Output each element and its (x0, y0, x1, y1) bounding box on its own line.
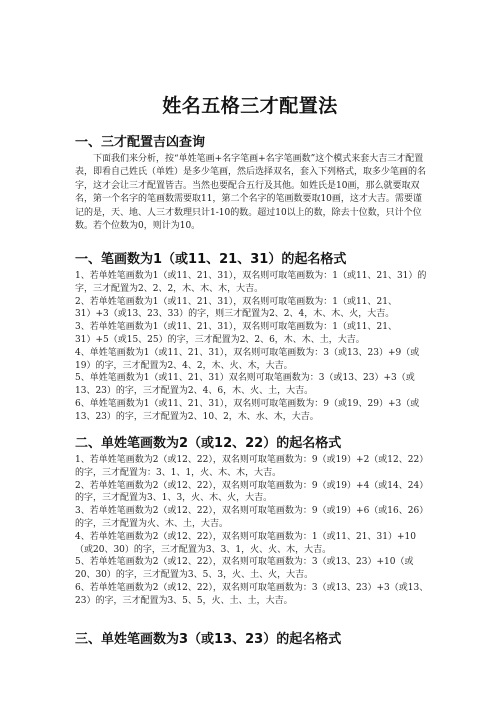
list-item: 2、若单姓笔画数为1（或11、21、31），双名则可取笔画数为：1（或11、21、31）+3（或13、23、33）的字，则三才配置为2、2、4，木、木、火，大吉。 (75, 296, 397, 320)
list-item: 5、单姓笔画数为1（或11、21、31）双名则可取笔画数为：3（或13、23）+3（或13、23）的字，三才配置为2、4、6，木、火、土，大吉。 (75, 373, 415, 397)
list-item: 1、若单姓笔画数为2（或12、22），双名则可取笔画数为：9（或19）+2（或12、22）的字，三才配置为：3、1、1，火、木、木，大吉。 (75, 455, 429, 478)
list-item: 4、单姓笔画数为1（或11、21、31），双名则可取笔画数为：3（或13、23）+9（或19）的字，三才配置为2、4、2，木、火、木，大吉。 (75, 347, 420, 371)
section-heading-stroke-1: 一、笔画数为1（或11、21、31）的起名格式 (75, 252, 347, 267)
stroke-1-list (75, 270, 430, 424)
list-item: 6、若单姓笔画数为2（或12、22），双名则可取笔画数为：3（或13、23）+3（或13、23）的字，三才配置为3、5、5，火、土、土，大吉。 (75, 582, 429, 606)
stroke-2-list (75, 454, 430, 608)
list-item: 2、若单姓笔画数为2（或12、22），双名则可取笔画数为：9（或19）+4（或14、24）的字，三才配置为3、1、3，火、木、火，大吉。 (75, 480, 429, 504)
list-item: 4、若单姓笔画数为2（或12、22），双名则可取笔画数为：1（或11、21、31）+10（或20、30）的字，三才配置为3、3、1，火、火、木，大吉。 (75, 531, 416, 555)
page-title: 姓名五格三才配置法 (162, 95, 338, 117)
list-item: 3、若单姓笔画数为2（或12、22），双名则可取笔画数为：9（或19）+6（或16、26）的字，三才配置为火、木、土，大吉。 (75, 506, 429, 529)
list-item: 1、若单姓笔画数为1（或11、21、31），双名则可取笔画数为：1（或11、21、31）的字，三才配置为2、2、2，木、木、木，大吉。 (75, 271, 427, 294)
section-heading-sancai-query: 一、三才配置吉凶查询 (75, 135, 206, 150)
list-item: 3、若单姓笔画数为1（或11、21、31），双名则可取笔画数为：1（或11、21、31）+5（或15、25）的字，三才配置为2、2、6，木、木、土，大吉。 (75, 322, 397, 345)
section-heading-stroke-3: 三、单姓笔画数为3（或13、23）的起名格式 (75, 632, 342, 647)
intro-paragraph: 下面我们来分析，按“单姓笔画+名字笔画+名字笔画数”这个模式来套大吉三才配置表，即看自己姓氏（单姓）是多少笔画，然后选择双名，套入下列格式，取多少笔画的名字，这才会让三才配置皆吉。当然也要配合五行及其他。如姓氏是10画，那么就要取双名，第一个名字的笔画数需要取11，第二个名字的笔画数要取10画，这才大吉。需要谨记的是，天、地、人三才数理只计1-10的数。超过10以上的数，除去十位数，只计个位数。若个位数为0，则计为10。 (75, 154, 427, 232)
list-item: 6、单姓笔画数为1（或11、21、31），双名则可取笔画数为：9（或19、29）+3（或13、23）的字，三才配置为2、10、2，木、水、木，大吉。 (75, 398, 420, 422)
list-item: 5、若单姓笔画数为2（或12、22），双名则可取笔画数为：3（或13、23）+10（或20、30）的字，三才配置为3、5、3，火、土、火，大吉。 (75, 557, 414, 581)
section-heading-stroke-2: 二、单姓笔画数为2（或12、22）的起名格式 (75, 436, 342, 451)
